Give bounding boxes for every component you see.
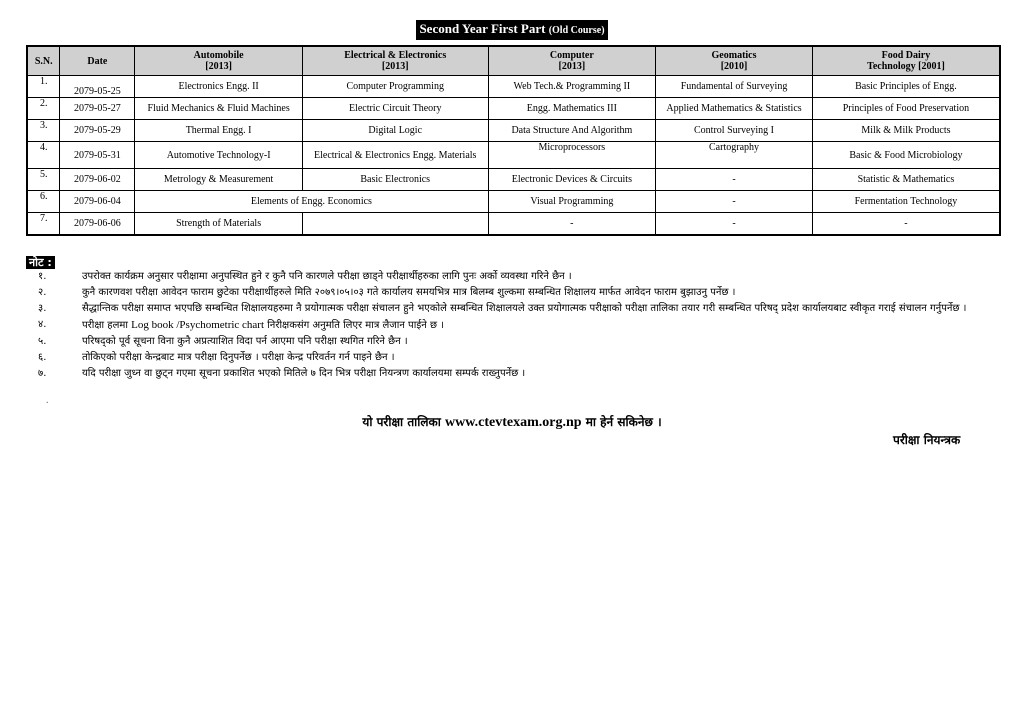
note-text: सैद्धान्तिक परीक्षा समाप्त भएपछि सम्बन्धित शिक्षालयहरुमा नै प्रयोगात्मक परीक्षा संचालन हुने भएकोले सम्बन्धित शिक्षालयले उक्त प्रयोगात्मक परीक्षाको परीक्षा तालिका तयार गरी सम्बन्धित परिषद् प्रदेश कार्यालयबाट स्वीकृत गराई संचालन गर्नुपर्नेछ । <box>82 303 967 314</box>
stray-dot: . <box>46 395 49 406</box>
header-sn: S.N. <box>27 46 60 76</box>
subject-cell: Metrology & Measurement <box>135 169 303 191</box>
subject-cell: Data Structure And Algorithm <box>488 120 656 142</box>
exam-schedule-table <box>26 45 1001 236</box>
subject-cell: Computer Programming <box>302 76 488 98</box>
subject-cell: Milk & Milk Products <box>812 120 1000 142</box>
row-sn: 5. <box>27 169 60 191</box>
row-date: 2079-05-27 <box>60 98 135 120</box>
note-text: परिषद्को पूर्व सूचना विना कुनै अप्रत्याशित विदा पर्न आएमा पनि परीक्षा स्थगित गरिने छैन । <box>82 336 408 347</box>
signature-exam-controller: परीक्षा नियन्त्रक <box>893 433 961 447</box>
row-sn: 3. <box>27 120 60 142</box>
subject-cell: - <box>656 169 813 191</box>
subject-cell: Strength of Materials <box>135 213 303 236</box>
subject-cell: Fermentation Technology <box>812 191 1000 213</box>
notes-list <box>26 270 1001 383</box>
subject-cell: Electric Circuit Theory <box>302 98 488 120</box>
table-header-row <box>27 46 1000 76</box>
table-row <box>27 120 1000 142</box>
note-item <box>26 351 1001 365</box>
subject-cell: Automotive Technology-I <box>135 142 303 169</box>
note-text: यदि परीक्षा जुध्न वा छुट्न गएमा सूचना प्रकाशित भएको मितिले ७ दिन भित्र परीक्षा नियन्त्रण कार्यालयमा सम्पर्क राख्नुपर्नेछ । <box>82 368 526 379</box>
row-sn: 2. <box>27 98 60 120</box>
note-item <box>26 318 1001 333</box>
table-row <box>27 98 1000 120</box>
note-latin-text: Log book /Psychometric chart <box>131 319 265 331</box>
note-number: ५. <box>38 336 47 347</box>
note-number: ७. <box>38 368 47 379</box>
table-row <box>27 169 1000 191</box>
website-notice: यो परीक्षा तालिका www.ctevtexam.org.np मा हेर्न सकिनेछ । <box>362 415 662 430</box>
subject-cell: Principles of Food Preservation <box>812 98 1000 120</box>
note-item <box>26 335 1001 349</box>
note-label: नोट : <box>26 256 55 269</box>
note-number: १. <box>38 271 47 282</box>
subject-cell: Engg. Mathematics III <box>488 98 656 120</box>
subject-cell: Digital Logic <box>302 120 488 142</box>
table-row <box>27 76 1000 98</box>
subject-cell: Visual Programming <box>488 191 656 213</box>
subject-cell: Electrical & Electronics Engg. Materials <box>302 142 488 169</box>
header-program: Computer [2013] <box>488 46 656 76</box>
subject-cell: Basic Electronics <box>302 169 488 191</box>
title-main: Second Year First Part <box>419 21 546 36</box>
row-date: 2079-06-06 <box>60 213 135 236</box>
subject-cell: - <box>488 213 656 236</box>
note-item <box>26 367 1001 381</box>
note-number: ३. <box>38 303 47 314</box>
header-program: Automobile [2013] <box>135 46 303 76</box>
subject-cell: - <box>656 213 813 236</box>
subject-cell: - <box>656 191 813 213</box>
header-program: Food Dairy Technology [2001] <box>812 46 1000 76</box>
subject-cell: Control Surveying I <box>656 120 813 142</box>
row-date: 2079-05-29 <box>60 120 135 142</box>
note-number: ६. <box>38 352 47 363</box>
note-number: २. <box>38 287 47 298</box>
note-item <box>26 286 1001 300</box>
note-text: कुनै कारणवश परीक्षा आवेदन फाराम छुटेका परीक्षार्थीहरुले मिति २०७९।०५।०३ गते कार्यालय समयभित्र मात्र बिलम्ब शुल्कमा सम्बन्धित शिक्षालय मार्फत आवेदन फाराम बुझाउनु पर्नेछ । <box>82 287 736 298</box>
header-program: Geomatics [2010] <box>656 46 813 76</box>
website-url[interactable]: www.ctevtexam.org.np <box>445 415 582 430</box>
title-container <box>0 20 1024 40</box>
subject-cell: - <box>812 213 1000 236</box>
note-text: तोकिएको परीक्षा केन्द्रबाट मात्र परीक्षा दिनुपर्नेछ । परीक्षा केन्द्र परिवर्तन गर्न पाइने छैन । <box>82 352 395 363</box>
row-date: 2079-05-25 <box>60 76 135 98</box>
row-date: 2079-05-31 <box>60 142 135 169</box>
note-text: उपरोक्त कार्यक्रम अनुसार परीक्षामा अनुपस्थित हुने र कुनै पनि कारणले परीक्षा छाड्ने परीक्षार्थीहरुका लागि पुनः अर्को व्यवस्था गरिने छैन । <box>82 271 572 282</box>
subject-cell: Electronic Devices & Circuits <box>488 169 656 191</box>
header-date: Date <box>60 46 135 76</box>
row-sn: 7. <box>27 213 60 236</box>
subject-cell: Microprocessors <box>488 142 656 169</box>
header-program: Electrical & Electronics [2013] <box>302 46 488 76</box>
title-sub: (Old Course) <box>548 25 605 36</box>
row-date: 2079-06-02 <box>60 169 135 191</box>
subject-cell: Statistic & Mathematics <box>812 169 1000 191</box>
subject-cell: Thermal Engg. I <box>135 120 303 142</box>
table-row <box>27 191 1000 213</box>
table-row <box>27 142 1000 169</box>
row-sn: 4. <box>27 142 60 169</box>
note-item <box>26 270 1001 284</box>
subject-cell <box>302 213 488 236</box>
subject-cell: Applied Mathematics & Statistics <box>656 98 813 120</box>
merged-subject-cell: Elements of Engg. Economics <box>135 191 488 213</box>
subject-cell: Basic & Food Microbiology <box>812 142 1000 169</box>
schedule-title <box>416 20 607 40</box>
subject-cell: Fluid Mechanics & Fluid Machines <box>135 98 303 120</box>
row-date: 2079-06-04 <box>60 191 135 213</box>
subject-cell: Fundamental of Surveying <box>656 76 813 98</box>
row-sn: 1. <box>27 76 60 98</box>
subject-cell: Web Tech.& Programming II <box>488 76 656 98</box>
note-item <box>26 302 1001 316</box>
row-sn: 6. <box>27 191 60 213</box>
table-row <box>27 213 1000 236</box>
subject-cell: Electronics Engg. II <box>135 76 303 98</box>
subject-cell: Cartography <box>656 142 813 169</box>
note-text: परीक्षा हलमा Log book /Psychometric chart निरीक्षकसंग अनुमति लिएर मात्र लैजान पाईने छ । <box>82 319 444 331</box>
subject-cell: Basic Principles of Engg. <box>812 76 1000 98</box>
note-number: ४. <box>38 319 47 330</box>
